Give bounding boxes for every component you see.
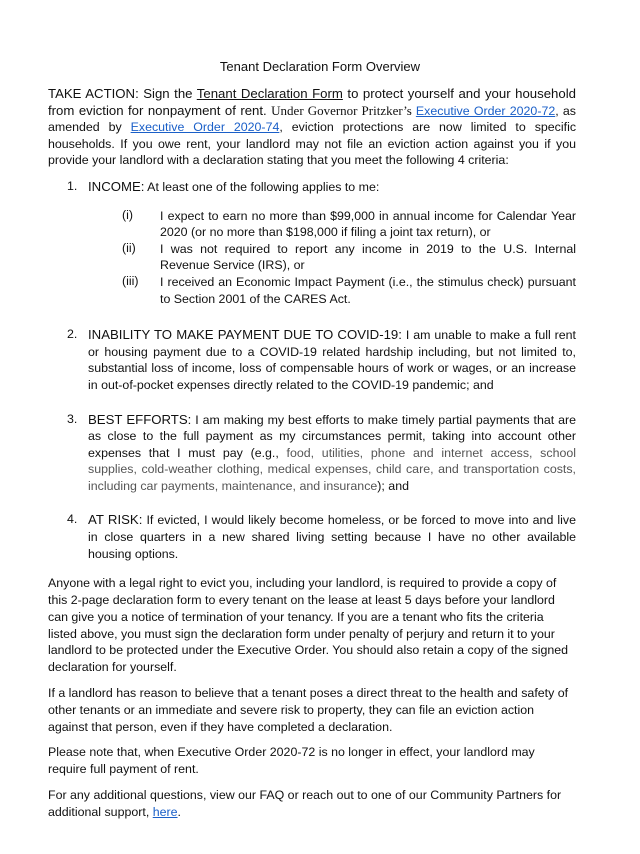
income-options — [48, 208, 576, 308]
criteria-item-income — [48, 179, 576, 307]
criteria-item-at-risk — [48, 512, 576, 562]
criteria-heading: AT RISK: — [88, 512, 143, 528]
criteria-text: I am unable to make a full rent or housing payment due to a COVID-19 related hardship including, but not limited to, substantial loss of income, loss of compensable hours of work or wages, or an increase in out-of-pocket expenses directly related to the COVID-19 pandemic; and — [88, 328, 577, 392]
intro-paragraph — [48, 86, 576, 169]
criteria-heading: BEST EFFORTS: — [88, 411, 192, 427]
criteria-item-best-efforts — [48, 412, 576, 495]
list-number: 3. — [67, 411, 78, 426]
option-text: I expect to earn no more than $99,000 in annual income for Calendar Year 2020 (or no more than $198,000 if filing a joint tax return), or — [160, 208, 576, 240]
list-number: 4. — [67, 512, 78, 527]
criteria-text: At least one of the following applies to me: — [144, 179, 380, 194]
criteria-item-inability — [48, 327, 576, 393]
here-link[interactable]: here — [152, 804, 178, 819]
roman-numeral: (ii) — [122, 240, 136, 255]
take-action-label: TAKE ACTION: Sign the — [48, 86, 197, 101]
executive-order-2020-74-link[interactable]: Executive Order 2020-74 — [130, 120, 280, 135]
intro-text: , eviction protections are now limited to specific households. If you owe rent, your landlord may not file an eviction action against you if you provide your landlord with a declaration stating that you meet the following 4 criteria: — [48, 120, 577, 168]
criteria-text-examples: food, utilities, phone and internet access, school supplies, cold-weather clothing, medical expenses, child care, and transportation costs, including car payments, maintenance, and insurance — [88, 445, 576, 493]
list-number: 2. — [67, 327, 78, 342]
roman-numeral: (i) — [122, 207, 134, 222]
option-text: I received an Economic Impact Payment (i.e., the stimulus check) pursuant to Section 2001 of the CARES Act. — [160, 274, 576, 306]
criteria-text: ); and — [377, 478, 409, 493]
criteria-list — [48, 179, 576, 562]
closing-text: For any additional questions, view our FAQ or reach out to one of our Community Partners for additional support, — [48, 788, 562, 819]
criteria-text: I am making my best efforts to make timely partial payments that are as close to the full payment as my circumstances permit, taking into account other expenses that I must pay (e.g., — [88, 412, 576, 460]
criteria-text: If evicted, I would likely become homeless, or be forced to move into and live in close quarters in a new shared living setting because I have no other available housing options. — [88, 513, 576, 561]
executive-order-2020-72-link[interactable]: Executive Order 2020-72 — [415, 103, 556, 118]
intro-text: , as amended by — [48, 103, 576, 135]
closing-paragraph — [48, 787, 576, 821]
option-text: I was not required to report any income in 2019 to the U.S. Internal Revenue Service (IRS), or — [160, 241, 576, 273]
document-body — [48, 86, 576, 821]
list-number: 1. — [67, 178, 78, 193]
income-option — [48, 208, 576, 241]
criteria-heading: INCOME: — [88, 178, 145, 194]
criteria-heading: INABILITY TO MAKE PAYMENT DUE TO COVID-19: — [88, 327, 402, 343]
executive-order-note-paragraph: Please note that, when Executive Order 2020-72 is no longer in effect, your landlord may require full payment of rent. — [48, 745, 535, 777]
tenant-declaration-form-link[interactable]: Tenant Declaration Form — [196, 86, 343, 101]
notice-paragraph: Anyone with a legal right to evict you, including your landlord, is required to provide a copy of this 2-page declaration form to every tenant on the lease at least 5 days before your landlord can give you a notice of termination of your tenancy. If you are a tenant who fits the criteria listed above, you must sign the declaration form under penalty of perjury and return it to your landlord to be protected under the Executive Order. You should also retain a copy of the signed declaration for yourself. — [48, 576, 569, 675]
page-title: Tenant Declaration Form Overview — [219, 59, 421, 74]
intro-serif-text: Under Governor Pritzker’s — [271, 102, 416, 118]
intro-text: to protect yourself and your household from eviction for nonpayment of rent. — [48, 86, 576, 118]
roman-numeral: (iii) — [122, 273, 139, 288]
closing-period: . — [177, 804, 181, 819]
income-option — [48, 274, 576, 307]
landlord-threat-paragraph: If a landlord has reason to believe that a tenant poses a direct threat to the health and safety of other tenants or an immediate and severe risk to property, they can file an eviction action against that person, even if they have completed a declaration. — [48, 686, 569, 734]
income-option — [48, 241, 576, 274]
